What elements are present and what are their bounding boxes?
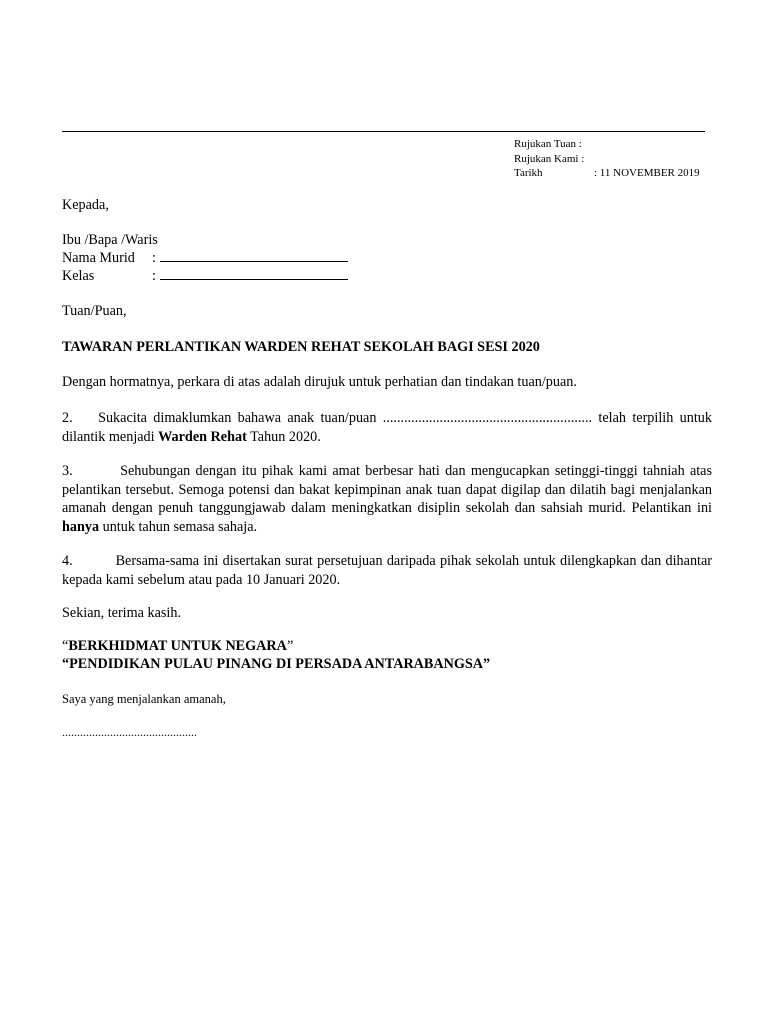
sign-off: Saya yang menjalankan amanah, xyxy=(62,692,226,706)
tarikh-row xyxy=(514,166,700,181)
paragraph-3-text-a: Sehubungan dengan itu pihak kami amat berbesar hati dan mengucapkan setinggi-tinggi tahniah atas pelantikan tersebut. Semoga potensi dan bakat kepimpinan anak tuan dapat digilap dan dilatih bagi menjalankan amanah dengan penuh tanggungjawab dalam meningkatkan disiplin sekolah dan sahsiah murid. Pelantikan ini xyxy=(62,463,712,517)
closing: Sekian, terima kasih. xyxy=(62,605,181,621)
paragraph-3-text-b: untuk tahun semasa sahaja. xyxy=(99,518,258,535)
rujukan-tuan: Rujukan Tuan : xyxy=(514,138,582,150)
tarikh-label: Tarikh xyxy=(514,167,543,179)
paragraph-2-bold: Warden Rehat xyxy=(158,428,247,445)
paragraph-4 xyxy=(62,552,712,589)
kelas-blank xyxy=(160,267,348,280)
nama-murid-label: Nama Murid xyxy=(62,250,135,266)
rujukan-kami: Rujukan Kami : xyxy=(514,152,585,165)
paragraph-3 xyxy=(62,462,712,536)
reference-block xyxy=(514,137,700,181)
motto-1-text: BERKHIDMAT UNTUK NEGARA xyxy=(68,638,287,654)
paragraph-1: Dengan hormatnya, perkara di atas adalah dirujuk untuk perhatian dan tindakan tuan/puan. xyxy=(62,374,577,390)
paragraph-3-bold: hanya xyxy=(62,518,100,535)
kelas-label: Kelas xyxy=(62,268,95,284)
ibu-bapa-waris: Ibu /Bapa /Waris xyxy=(62,232,158,248)
kelas-colon: : xyxy=(152,268,156,284)
paragraph-2 xyxy=(62,409,712,446)
motto-1-close-quote: ” xyxy=(286,638,294,654)
kelas-row xyxy=(62,267,712,286)
paragraph-4-number: 4. xyxy=(62,553,73,569)
paragraph-2-text-b: Tahun 2020. xyxy=(246,428,321,445)
kepada: Kepada, xyxy=(62,197,109,213)
motto-1 xyxy=(62,637,712,656)
nama-murid-colon: : xyxy=(152,250,156,266)
paragraph-3-number: 3. xyxy=(62,463,73,479)
paragraph-2-number: 2. xyxy=(62,410,73,426)
subject-title: TAWARAN PERLANTIKAN WARDEN REHAT SEKOLAH BAGI SESI 2020 xyxy=(62,339,540,355)
paragraph-4-text: Bersama-sama ini disertakan surat persetujuan daripada pihak sekolah untuk dilengkapkan dan dihantar kepada kami sebelum atau pada 10 Januari 2020. xyxy=(62,553,713,588)
header-rule xyxy=(62,131,705,132)
signature-line: ............................................. xyxy=(62,725,197,739)
nama-murid-row xyxy=(62,249,712,268)
motto-1-open-quote: “ xyxy=(62,638,69,654)
motto-2: “PENDIDIKAN PULAU PINANG DI PERSADA ANTARABANGSA” xyxy=(62,656,491,672)
tarikh-value: : 11 NOVEMBER 2019 xyxy=(594,167,700,179)
paragraph-2-text-a: Sukacita dimaklumkan bahawa anak tuan/puan ........................................................... telah terpilih untuk dilantik menjadi xyxy=(62,410,712,445)
nama-murid-blank xyxy=(160,249,348,262)
salutation: Tuan/Puan, xyxy=(62,303,127,319)
